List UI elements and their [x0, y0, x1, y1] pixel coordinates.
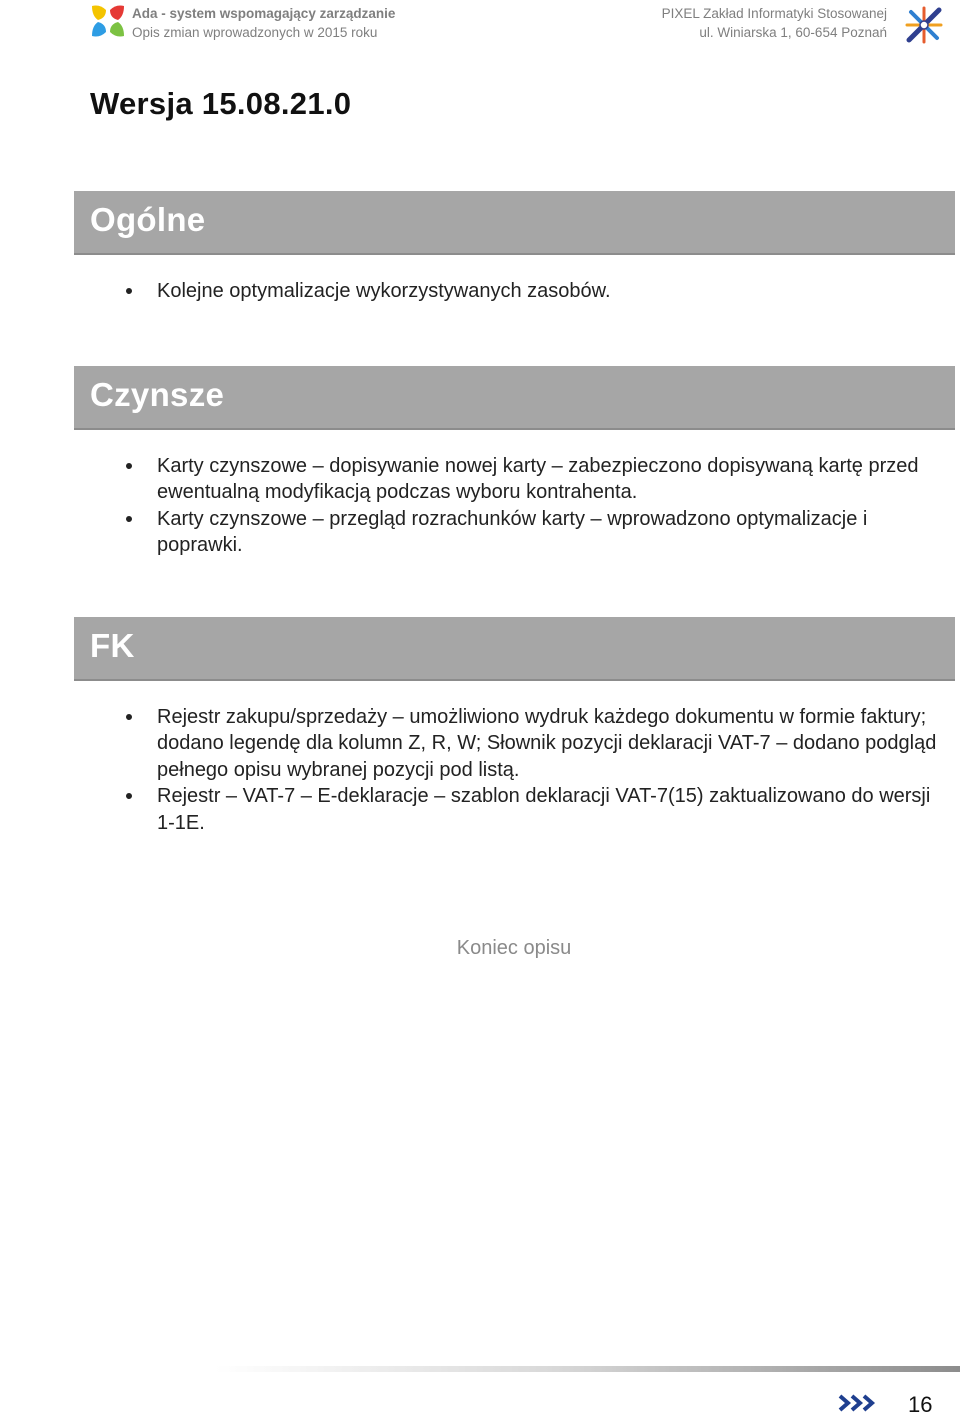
section-ogolne-list [157, 278, 947, 304]
version-title: Wersja 15.08.21.0 [90, 86, 352, 121]
section-czynsze-header [74, 366, 955, 430]
header-right-text [662, 4, 887, 42]
section-ogolne-header [74, 191, 955, 255]
page-header [0, 0, 960, 50]
list-item: Karty czynszowe – dopisywanie nowej karty – zabezpieczono dopisywaną kartę przed ewentualną modyfikacją podczas wyboru kontrahenta. [157, 453, 947, 506]
section-title: FK [90, 627, 135, 664]
end-of-description: Koniec opisu [456, 937, 572, 959]
company-name: PIXEL Zakład Informatyki Stosowanej [661, 6, 887, 21]
company-address: ul. Winiarska 1, 60-654 Poznań [699, 25, 887, 40]
section-fk-header [74, 617, 955, 681]
list-item: Karty czynszowe – przegląd rozrachunków karty – wprowadzono optymalizacje i poprawki. [157, 506, 947, 559]
ada-logo-icon [90, 2, 126, 40]
pixel-logo-icon [903, 4, 945, 46]
list-item: Rejestr – VAT-7 – E-deklaracje – szablon deklaracji VAT-7(15) zaktualizowano do wersji 1-1E. [157, 783, 947, 836]
section-title: Ogólne [90, 201, 206, 238]
page-number: 16 [908, 1392, 933, 1417]
section-fk-list [157, 704, 947, 836]
app-title: Ada - system wspomagający zarządzanie [132, 6, 396, 21]
section-title: Czynsze [90, 376, 225, 413]
list-item: Rejestr zakupu/sprzedaży – umożliwiono wydruk każdego dokumentu w formie faktury; dodano legendę dla kolumn Z, R, W; Słownik pozycji deklaracji VAT-7 – dodano podgląd pełnego opisu wybranej pozycji pod listą. [157, 704, 947, 783]
footer-divider [215, 1366, 960, 1372]
header-left-text [132, 4, 395, 42]
doc-subtitle: Opis zmian wprowadzonych w 2015 roku [132, 25, 378, 40]
section-czynsze-list [157, 453, 947, 559]
triple-chevron-right-icon [838, 1394, 884, 1412]
list-item: Kolejne optymalizacje wykorzystywanych zasobów. [157, 278, 947, 304]
